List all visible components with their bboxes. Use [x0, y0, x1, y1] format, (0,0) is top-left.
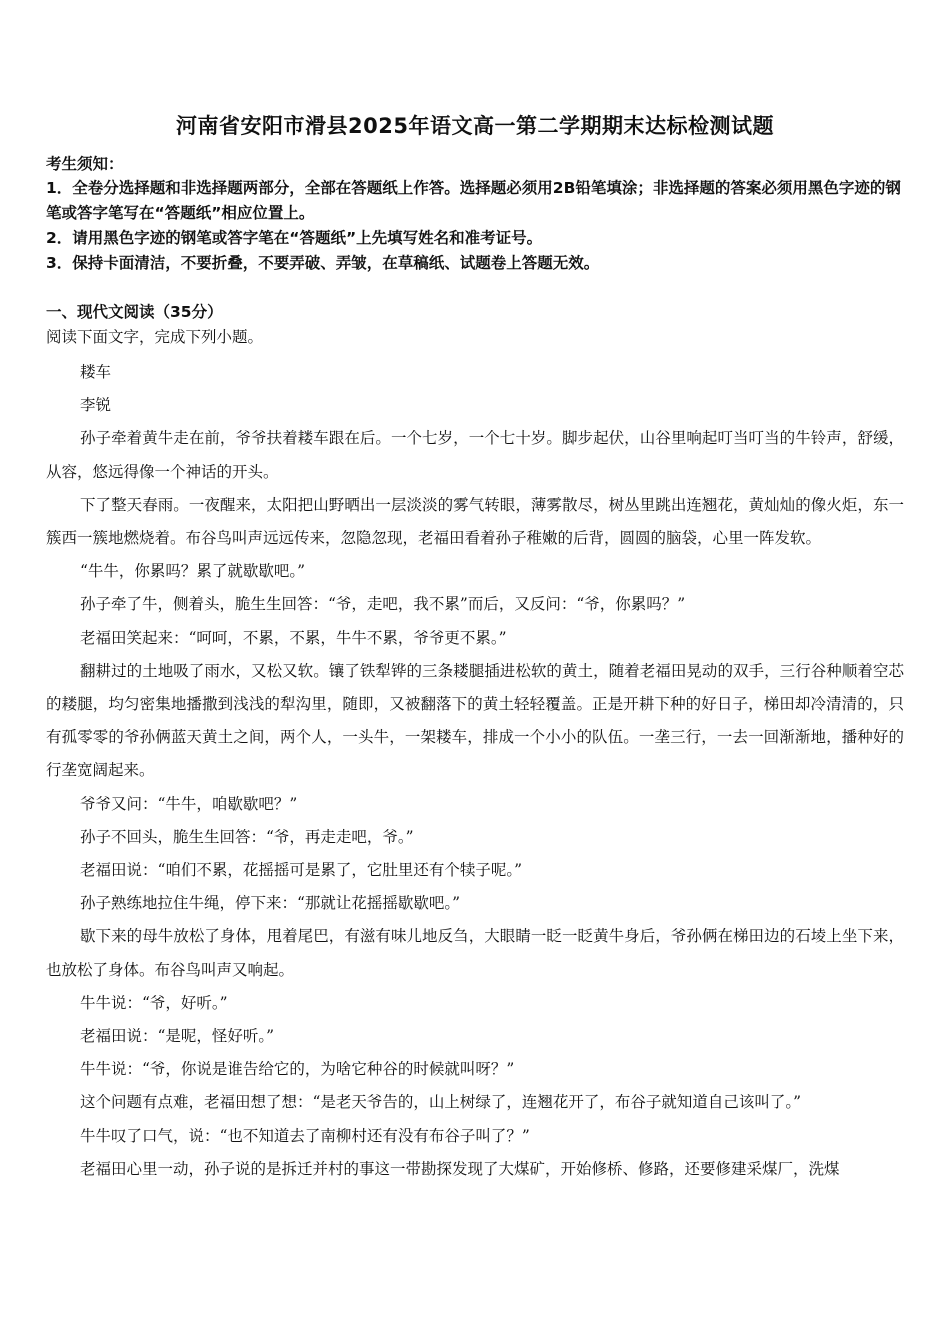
passage-paragraph: 下了整天春雨。一夜醒来，太阳把山野晒出一层淡淡的雾气转眼，薄雾散尽，树丛里跳出连翘花，黄灿灿的像火炬，东一簇西一簇地燃烧着。布谷鸟叫声远远传来，忽隐忽现，老福田看着孙子稚嫩的后背，圆圆的脑袋，心里一阵发软。 — [46, 495, 904, 548]
notice-item: 1．全卷分选择题和非选择题两部分，全部在答题纸上作答。选择题必须用2B铅笔填涂；非选择题的答案必须用黑色字迹的钢笔或答字笔写在“答题纸”相应位置上。 — [46, 179, 901, 222]
passage-paragraph: 牛牛叹了口气，说：“也不知道去了南柳村还有没有布谷子叫了？” — [80, 1126, 530, 1145]
passage-paragraph: 孙子牵着黄牛走在前，爷爷扶着耧车跟在后。一个七岁，一个七十岁。脚步起伏，山谷里响起叮当叮当的牛铃声，舒缓，从容，悠远得像一个神话的开头。 — [46, 429, 904, 481]
passage-paragraph: 爷爷又问：“牛牛，咱歇歇吧？” — [80, 794, 298, 813]
passage-paragraph: 老福田笑起来：“呵呵，不累，不累，牛牛不累，爷爷更不累。” — [80, 628, 507, 647]
passage-paragraph: 孙子不回头，脆生生回答：“爷，再走走吧，爷。” — [80, 827, 414, 846]
passage-paragraph: 牛牛说：“爷，好听。” — [80, 993, 228, 1012]
passage-paragraph: 歇下来的母牛放松了身体，甩着尾巴，有滋有味儿地反刍，大眼睛一眨一眨黄牛身后，爷孙俩在梯田边的石堎上坐下来，也放松了身体。布谷鸟叫声又响起。 — [46, 927, 904, 979]
page-title: 河南省安阳市滑县2025年语文高一第二学期期末达标检测试题 — [176, 114, 774, 138]
notice-heading: 考生须知： — [46, 155, 124, 173]
passage-author: 李锐 — [80, 396, 112, 415]
passage-title: 耧车 — [80, 363, 112, 381]
notice-item: 2．请用黑色字迹的钢笔或答字笔在“答题纸”上先填写姓名和准考证号。 — [46, 229, 543, 247]
passage-paragraph: 孙子熟练地拉住牛绳，停下来：“那就让花摇摇歇歇吧。” — [80, 894, 461, 913]
section-heading: 一、现代文阅读（35分） — [46, 303, 223, 321]
passage-paragraph: “牛牛，你累吗？累了就歇歇吧。” — [80, 562, 306, 581]
passage-paragraph: 翻耕过的土地吸了雨水，又松又软。镶了铁犁铧的三条耧腿插进松软的黄土，随着老福田晃动的双手，三行谷种顺着空芯的耧腿，均匀密集地播撒到浅浅的犁沟里，随即，又被翻落下的黄土轻轻覆盖。正是开耕下种的好日子，梯田却冷清清的，只有孤零零的爷孙俩蓝天黄土之间，两个人，一头牛，一架耧车，排成一个小小的队伍。一垄三行，一去一回渐渐地，播种好的行垄宽阔起来。 — [46, 661, 904, 780]
notice-list — [46, 176, 906, 276]
section-instruction: 阅读下面文字，完成下列小题。 — [46, 328, 264, 346]
passage-paragraph: 孙子牵了牛，侧着头，脆生生回答：“爷，走吧，我不累”而后，又反问：“爷，你累吗？” — [80, 595, 686, 614]
passage-paragraph: 牛牛说：“爷，你说是谁告给它的，为啥它种谷的时候就叫呀？” — [80, 1060, 515, 1079]
passage — [46, 356, 904, 1186]
notice-item: 3．保持卡面清洁，不要折叠，不要弄破、弄皱，在草稿纸、试题卷上答题无效。 — [46, 254, 600, 272]
passage-paragraph: 老福田说：“是呢，怪好听。” — [80, 1027, 275, 1046]
passage-paragraph: 这个问题有点难，老福田想了想：“是老天爷告的，山上树绿了，连翘花开了，布谷子就知道自己该叫了。” — [80, 1093, 802, 1112]
passage-paragraph: 老福田说：“咱们不累，花摇摇可是累了，它肚里还有个犊子呢。” — [80, 861, 523, 880]
passage-paragraph: 老福田心里一动，孙子说的是拆迁并村的事这一带勘探发现了大煤矿，开始修桥、修路，还要修建采煤厂，洗煤 — [80, 1159, 840, 1178]
